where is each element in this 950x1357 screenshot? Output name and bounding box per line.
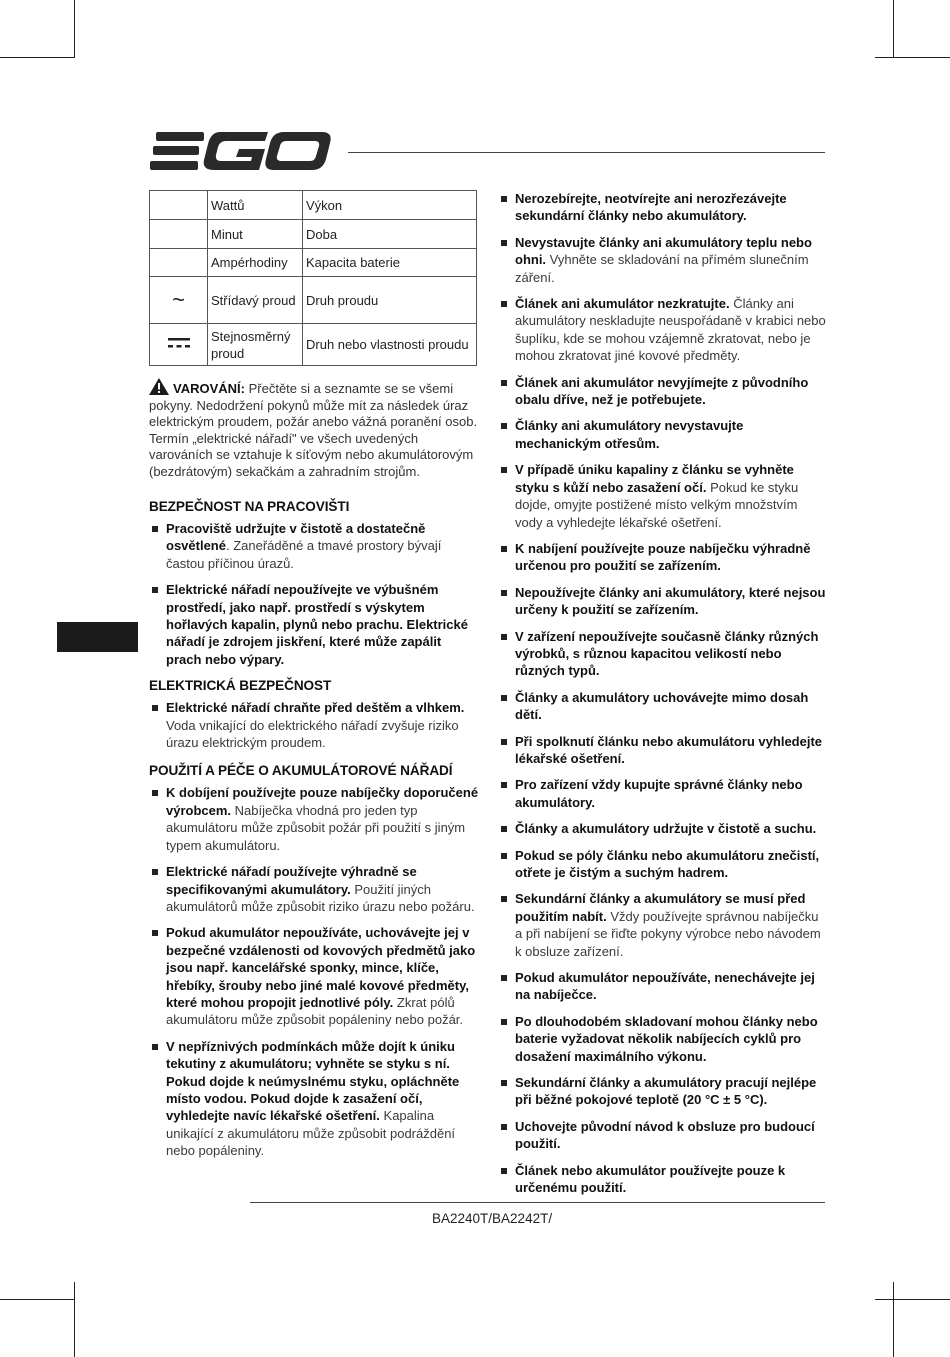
list-item — [149, 581, 479, 668]
table-row — [150, 220, 477, 249]
unit-cell: Minut — [208, 220, 303, 249]
section-title: POUŽITÍ A PÉČE O AKUMULÁTOROVÉ NÁŘADÍ — [149, 763, 453, 779]
footer-model-number: BA2240T/BA2242T/ — [432, 1211, 553, 1226]
bullet-list — [149, 784, 479, 1159]
warning-text: Přečtěte si a seznamte se se všemi pokyny. Nedodržení pokynů může mít za následek úraz elektrickým proudem, požár anebo vážná poranění osob. Termín „elektrické nářadí" ve všech uvedených varováních se vztahuje k síťovým nebo akumulátorovým (bezdrátovým) sekačkám a zahradním strojům. — [149, 381, 478, 479]
crop-mark — [0, 57, 75, 58]
list-item — [498, 417, 826, 452]
item-bold-text: Pokud se póly článku nebo akumulátoru znečistí, otřete je čistým a suchým hadrem. — [515, 847, 820, 880]
unit-cell: Wattů — [208, 191, 303, 220]
warning-paragraph — [149, 378, 479, 480]
list-item — [498, 820, 826, 837]
crop-mark — [74, 0, 75, 58]
list-item — [498, 1074, 826, 1109]
bullet-list — [149, 699, 479, 751]
list-item — [149, 699, 479, 751]
item-bold-text: Uchovejte původní návod k obsluze pro budoucí použití. — [515, 1118, 815, 1152]
item-bold-text: Nevystavujte články ani akumulátory teplu nebo ohni. — [515, 234, 812, 268]
item-bold-text: Článek nebo akumulátor používejte pouze k určenému použití. — [515, 1162, 786, 1196]
list-item — [498, 540, 826, 575]
symbol-cell — [150, 191, 208, 220]
symbols-table — [149, 190, 477, 366]
item-text: Použití jiných akumulátorů může způsobit riziko úrazu nebo požáru. — [166, 881, 475, 914]
list-item — [498, 374, 826, 409]
unit-cell: Ampérhodiny — [208, 249, 303, 277]
list-item — [149, 1038, 479, 1160]
crop-mark — [875, 1299, 950, 1300]
list-item — [149, 863, 479, 915]
list-item — [149, 520, 479, 572]
crop-mark — [875, 57, 950, 58]
list-item — [498, 1162, 826, 1197]
item-bold-text: Pro zařízení vždy kupujte správné články nebo akumulátory. — [515, 777, 803, 810]
item-bold-text: K nabíjení používejte pouze nabíječku výhradně určenou pro použití se zařízením. — [515, 540, 811, 574]
list-item — [498, 234, 826, 286]
item-text: Kapalina unikající z akumulátoru může způsobit podráždění nebo popáleniny. — [166, 1108, 456, 1159]
item-bold-text: K dobíjení používejte pouze nabíječky doporučené výrobcem. — [166, 785, 479, 818]
list-item — [498, 190, 826, 225]
section-title: BEZPEČNOST NA PRACOVIŠTI — [149, 499, 350, 514]
item-bold-text: V nepříznivých podmínkách může dojít k úniku tekutiny z akumulátoru; vyhněte se styku s ní. Pokud dojde k neúmyslnému styku, opláchněte místo vodou. Pokud dojde k zasažení očí, vyhledejte navíc lékařské ošetření. — [166, 1038, 460, 1124]
item-bold-text: Sekundární články a akumulátory pracují nejlépe při běžné pokojové teplotě (20 °C ± 5 °C). — [515, 1075, 817, 1108]
list-item — [498, 628, 826, 680]
item-text: Pokud ke styku dojde, omyjte postižené místo velkým množstvím vody a vyhledejte lékařské ošetření. — [515, 479, 799, 530]
symbol-cell — [150, 220, 208, 249]
crop-mark — [0, 1299, 75, 1300]
warning-triangle-icon — [149, 378, 169, 395]
item-bold-text: Články a akumulátory udržujte v čistotě a suchu. — [515, 821, 817, 837]
item-bold-text: Sekundární články a akumulátory se musí před použitím nabít. — [515, 891, 806, 924]
bullet-list — [498, 190, 826, 1197]
item-text: Voda vnikající do elektrického nářadí zvyšuje riziko úrazu elektrickým proudem. — [166, 717, 459, 751]
item-bold-text: V případě úniku kapaliny z článku se vyhněte styku s kůží nebo zasažení očí. — [515, 462, 794, 495]
symbol-cell — [150, 324, 208, 366]
list-item — [498, 461, 826, 531]
item-bold-text: Nerozebírejte, neotvírejte ani nerozřezávejte sekundární články nebo akumulátory. — [515, 191, 787, 224]
list-item — [498, 969, 826, 1004]
table-row — [150, 324, 477, 366]
bullet-list — [149, 520, 479, 668]
crop-mark — [74, 1282, 75, 1357]
table-row — [150, 249, 477, 277]
item-bold-text: Pokud akumulátor nepoužíváte, uchovávejte jej v bezpečné vzdálenosti od kovových předmětů jako jsou např. kancelářské sponky, mince, klíče, hřebíky, šrouby nebo jiné malé kovové předměty, které mohou propojit jednotlivé póly. — [166, 925, 476, 1010]
list-item — [498, 733, 826, 768]
ego-logo — [150, 130, 332, 172]
meaning-cell: Doba — [303, 220, 477, 249]
item-bold-text: Elektrické nářadí nepoužívejte ve výbušném prostředí, jako např. prostředí s výskytem hořlavých kapalin, plynů nebo prachu. Elektrické nářadí je zdrojem jiskření, které může zapálit prach nebo výpary. — [166, 582, 468, 667]
item-text: Články ani akumulátory neskladujte neuspořádaně v krabici nebo šuplíku, kde se mohou vzájemně zkratovat, nebo je mohou zkratovat jiné kovové předměty. — [515, 296, 826, 364]
list-item — [498, 1118, 826, 1153]
item-bold-text: Pracoviště udržujte v čistotě a dostatečně osvětlené — [166, 521, 426, 554]
unit-cell: Stejnosměrný proud — [208, 324, 303, 366]
list-item — [498, 847, 826, 882]
item-bold-text: Článek ani akumulátor nezkratujte. — [515, 296, 730, 312]
language-tab-marker — [57, 622, 138, 652]
item-text: Vyhněte se skladování na přímém slunečním záření. — [515, 252, 809, 285]
item-bold-text: Elektrické nářadí chraňte před deštěm a vlhkem. — [166, 700, 465, 716]
symbol-cell — [150, 249, 208, 277]
item-bold-text: Po dlouhodobém skladovaní mohou články nebo baterie vyžadovat několik nabíjecích cyklů pro dosažení maximálního výkonu. — [515, 1013, 818, 1064]
crop-mark — [893, 0, 894, 58]
meaning-cell: Druh proudu — [303, 277, 477, 324]
list-item — [498, 776, 826, 811]
meaning-cell: Druh nebo vlastnosti proudu — [303, 324, 477, 366]
item-text: Vždy používejte správnou nabíječku a při nabíjení se řiďte pokyny výrobce nebo návodem k obsluze zařízení. — [515, 908, 821, 959]
item-text: Nabíječka vhodná pro jeden typ akumulátoru může způsobit požár při použití s jiným typem akumulátoru. — [166, 802, 466, 853]
left-column — [149, 190, 479, 1169]
item-bold-text: Články a akumulátory uchovávejte mimo dosah dětí. — [515, 689, 809, 723]
item-text: . Zaneřáděné a tmavé prostory bývají častou příčinou úrazů. — [166, 538, 442, 571]
section-title: ELEKTRICKÁ BEZPEČNOST — [149, 678, 332, 694]
unit-cell: Střídavý proud — [208, 277, 303, 324]
item-bold-text: Elektrické nářadí používejte výhradně se specifikovanými akumulátory. — [166, 864, 417, 897]
list-item — [498, 689, 826, 724]
item-bold-text: Pokud akumulátor nepoužíváte, nenechávejte jej na nabíječce. — [515, 970, 815, 1003]
list-item — [498, 295, 826, 365]
table-row — [150, 277, 477, 324]
crop-mark — [893, 1282, 894, 1357]
direct-current-icon — [168, 337, 190, 349]
item-bold-text: V zařízení nepoužívejte současně články různých výrobků, s různou kapacitou velikostí nebo různých typů. — [515, 628, 819, 679]
list-item — [498, 584, 826, 619]
item-text: Zkrat pólů akumulátoru může způsobit popáleniny nebo požár. — [166, 994, 464, 1028]
header-rule — [348, 152, 825, 153]
item-bold-text: Při spolknutí článku nebo akumulátoru vyhledejte lékařské ošetření. — [515, 733, 823, 766]
right-column — [498, 190, 826, 1206]
item-bold-text: Články ani akumulátory nevystavujte mechanickým otřesům. — [515, 418, 744, 451]
list-item — [149, 924, 479, 1028]
warning-label: VAROVÁNÍ: — [173, 381, 245, 396]
symbol-cell — [150, 277, 208, 324]
item-bold-text: Článek ani akumulátor nevyjímejte z původního obalu dříve, než je potřebujete. — [515, 374, 809, 408]
alternating-current-icon: ~ — [172, 286, 185, 312]
item-bold-text: Nepoužívejte články ani akumulátory, které nejsou určeny k použití se zařízením. — [515, 584, 826, 618]
list-item — [498, 890, 826, 960]
list-item — [149, 784, 479, 854]
meaning-cell: Výkon — [303, 191, 477, 220]
footer-rule — [250, 1202, 825, 1203]
table-row — [150, 191, 477, 220]
list-item — [498, 1013, 826, 1065]
meaning-cell: Kapacita baterie — [303, 249, 477, 277]
